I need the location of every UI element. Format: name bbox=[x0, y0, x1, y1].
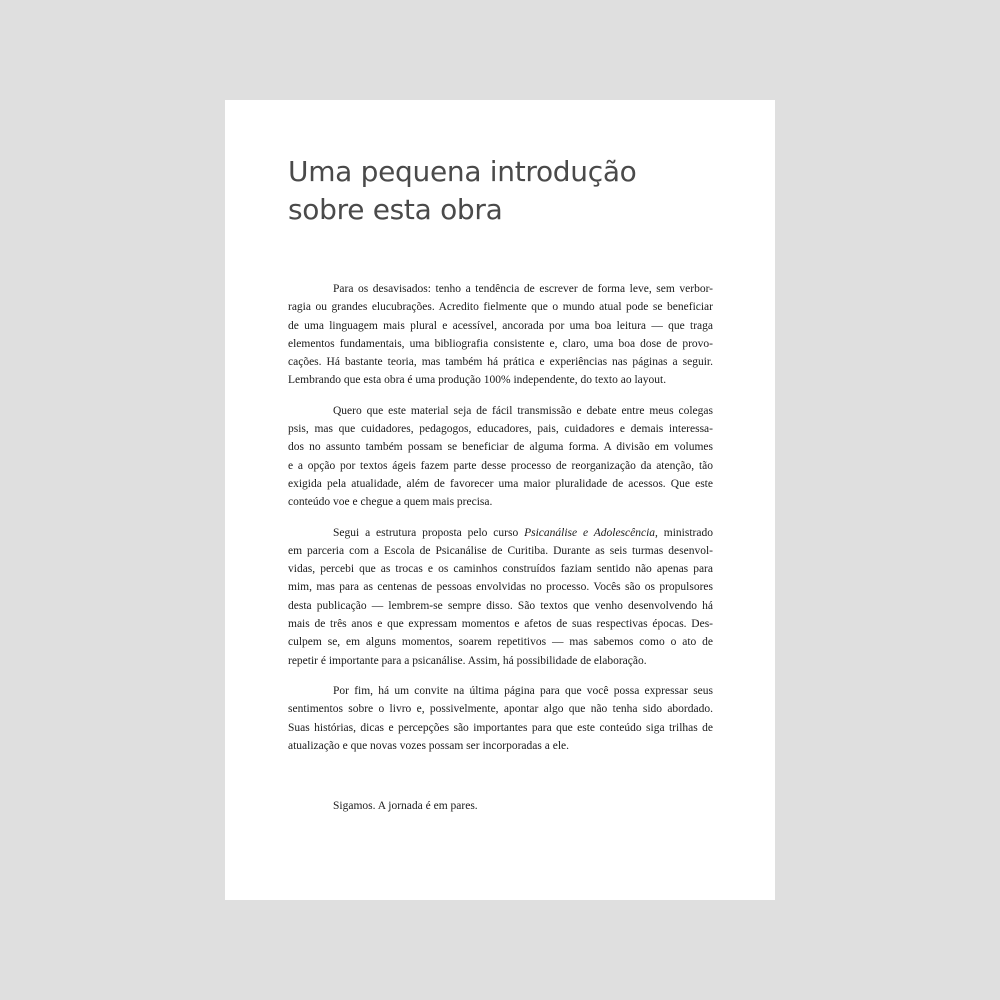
paragraph-line: desta publicação — lembrem-se sempre disso. São textos que venho desenvolvendo há bbox=[288, 599, 713, 612]
paragraph-line: exigida pela atualidade, além de favorecer uma maior pluralidade de acessos. Que este bbox=[288, 477, 713, 490]
paragraph-line: atualização e que novas vozes possam ser incorporadas a ele. bbox=[288, 739, 569, 752]
paragraph-line: elementos fundamentais, uma bibliografia consistente e, claro, uma boa dose de provo- bbox=[288, 337, 713, 350]
paragraph-text: , ministrado bbox=[655, 526, 713, 539]
paragraph-line: conteúdo voe e chegue a quem mais precisa. bbox=[288, 496, 493, 509]
paragraph-line: Para os desavisados: tenho a tendência de escrever de forma leve, sem verbor- bbox=[333, 283, 713, 295]
paragraph-text: Segui a estrutura proposta pelo curso bbox=[333, 526, 525, 539]
closing-line: Sigamos. A jornada é em pares. bbox=[333, 800, 478, 813]
paragraph-line: mim, mas para as centenas de pessoas envolvidas no processo. Vocês são os propulsores bbox=[288, 581, 713, 594]
paragraph-line: Lembrando que esta obra é uma produção 100% independente, do texto ao layout. bbox=[288, 374, 667, 387]
paragraph-line: dos no assunto também possam se beneficiar de alguma forma. A divisão em volumes bbox=[288, 441, 713, 454]
paragraph-line: vidas, percebi que as trocas e os caminhos construídos faziam sentido não apenas para bbox=[288, 563, 713, 576]
paragraph-2 bbox=[288, 402, 713, 512]
paragraph-1 bbox=[288, 280, 713, 390]
paragraph-line bbox=[288, 524, 713, 542]
paragraph-line: ragia ou grandes elucubrações. Acredito fielmente que o mundo atual pode se beneficiar bbox=[288, 301, 713, 314]
paragraph-4 bbox=[288, 682, 713, 755]
paragraph-line: sentimentos sobre o livro e, possivelmente, apontar algo que não tenha sido abordado. bbox=[288, 703, 713, 716]
paragraph-line: Suas histórias, dicas e percepções são importantes para que este conteúdo siga trilhas de bbox=[288, 721, 713, 734]
paragraph-line: e a opção por textos ágeis fazem parte desse processo de reorganização da atenção, tão bbox=[288, 459, 713, 472]
page-title bbox=[288, 153, 728, 229]
body-text bbox=[288, 280, 713, 827]
book-page bbox=[225, 100, 775, 900]
page-title-line-2: sobre esta obra bbox=[288, 193, 503, 226]
paragraph-line: Quero que este material seja de fácil transmissão e debate entre meus colegas bbox=[333, 404, 713, 417]
paragraph-line: culpem se, em alguns momentos, soarem repetitivos — mas sabemos como o ato de bbox=[288, 636, 713, 649]
page-title-line-1: Uma pequena introdução bbox=[288, 155, 637, 188]
paragraph-line: Por fim, há um convite na última página para que você possa expressar seus bbox=[333, 684, 713, 697]
paragraph-line: psis, mas que cuidadores, pedagogos, educadores, pais, cuidadores e demais interessa- bbox=[288, 423, 713, 436]
paragraph-line: em parceria com a Escola de Psicanálise de Curitiba. Durante as seis turmas desenvol- bbox=[288, 544, 713, 557]
paragraph-line: repetir é importante para a psicanálise. Assim, há possibilidade de elaboração. bbox=[288, 654, 647, 667]
paragraph-3 bbox=[288, 524, 713, 670]
paragraph-line: de uma linguagem mais plural e acessível, ancorada por uma boa leitura — que traga bbox=[288, 319, 713, 332]
paragraph-line: cações. Há bastante teoria, mas também há prática e experiências nas páginas a seguir. bbox=[288, 356, 713, 369]
course-title: Psicanálise e Adolescência bbox=[524, 526, 656, 539]
paragraph-line: mais de três anos e que expressam momentos e afetos de suas respectivas épocas. Des- bbox=[288, 618, 713, 631]
